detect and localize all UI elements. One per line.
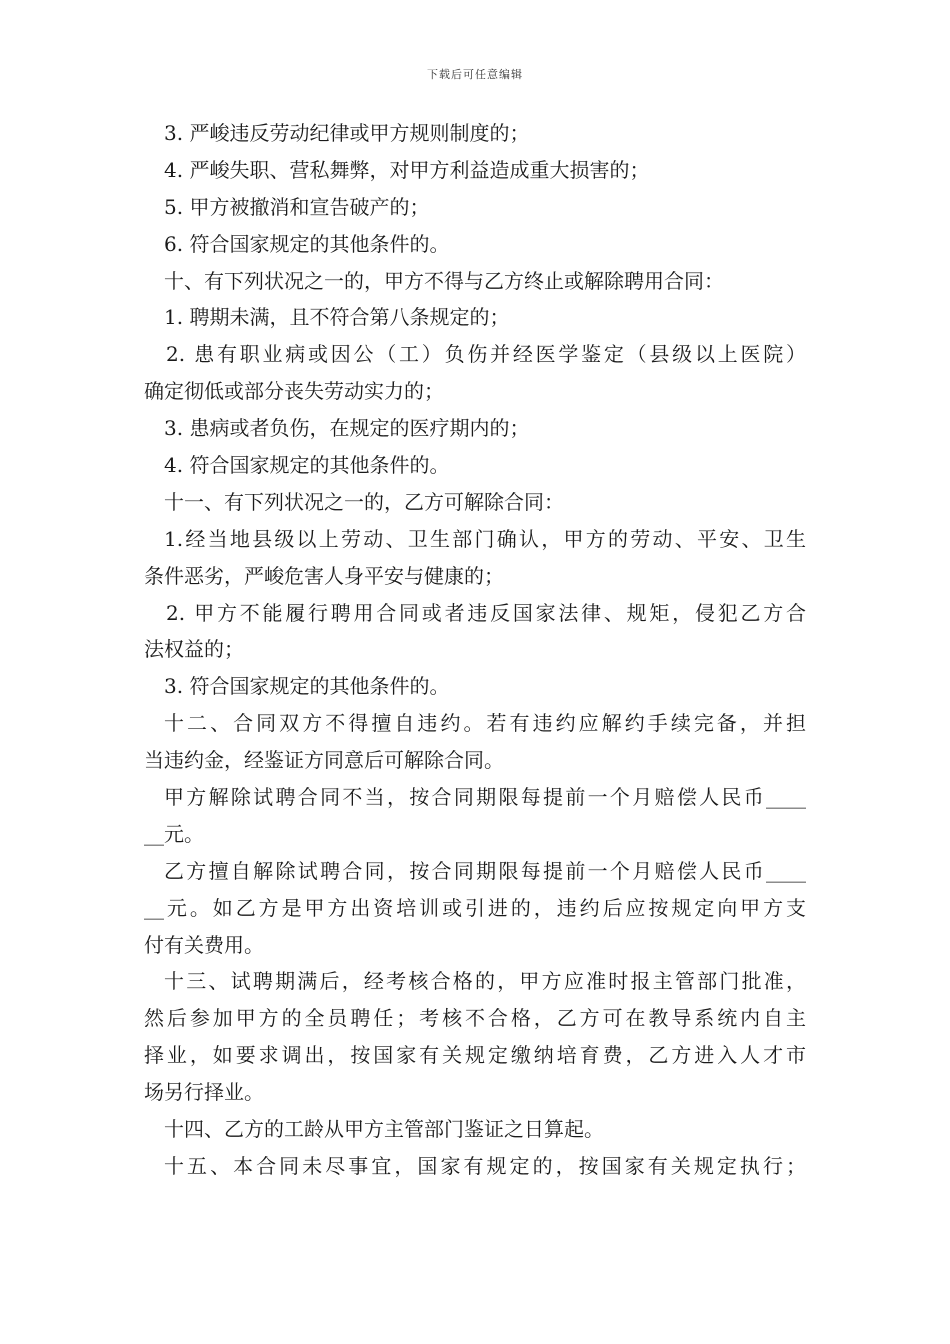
paragraph-line: 条件恶劣，严峻危害人身平安与健康的； [144, 563, 504, 588]
paragraph-line: 十五、本合同未尽事宜，国家有规定的，按国家有关规定执行； [164, 1153, 806, 1178]
paragraph-line: 然后参加甲方的全员聘任；考核不合格，乙方可在教导系统内自主 [144, 1006, 806, 1031]
paragraph-line: 3. 严峻违反劳动纪律或甲方规则制度的； [164, 121, 530, 145]
paragraph-line: 法权益的； [144, 637, 244, 662]
paragraph-line: 1. 聘期未满，且不符合第八条规定的； [164, 305, 510, 330]
paragraph-line: 甲方解除试聘合同不当，按合同期限每提前一个月赔偿人民币____ [164, 785, 806, 810]
paragraph-line: 6. 符合国家规定的其他条件的。 [164, 231, 450, 256]
paragraph-line: 1.经当地县级以上劳动、卫生部门确认，甲方的劳动、平安、卫生 [164, 526, 806, 551]
paragraph-line: 5. 甲方被撤消和宣告破产的； [164, 194, 430, 219]
paragraph-line: 十四、乙方的工龄从甲方主管部门鉴证之日算起。 [164, 1117, 604, 1142]
document-body [144, 115, 806, 1185]
paragraph-line: 十、有下列状况之一的，甲方不得与乙方终止或解除聘用合同： [164, 268, 724, 293]
paragraph-line: 择业，如要求调出，按国家有关规定缴纳培育费，乙方进入人才市 [144, 1043, 806, 1068]
paragraph-line: 十三、试聘期满后，经考核合格的，甲方应准时报主管部门批准， [164, 969, 806, 994]
paragraph-line: 4. 符合国家规定的其他条件的。 [164, 453, 450, 478]
paragraph-line: 场另行择业。 [144, 1080, 264, 1105]
paragraph-line: 3. 患病或者负伤，在规定的医疗期内的； [164, 416, 530, 441]
paragraph-line: 十二、合同双方不得擅自违约。若有违约应解约手续完备，并担 [164, 711, 806, 736]
paragraph-line: 2. 患有职业病或因公（工）负伤并经医学鉴定（县级以上医院） [166, 342, 806, 367]
paragraph-line: 3. 符合国家规定的其他条件的。 [164, 674, 450, 699]
header-note: 下载后可任意编辑 [427, 68, 523, 81]
paragraph-line: 2. 甲方不能履行聘用合同或者违反国家法律、规矩，侵犯乙方合 [166, 600, 806, 625]
paragraph-line: 当违约金，经鉴证方同意后可解除合同。 [144, 748, 504, 773]
paragraph-line: __元。 [144, 821, 204, 846]
paragraph-line: 十一、有下列状况之一的，乙方可解除合同： [164, 489, 564, 514]
paragraph-line: 乙方擅自解除试聘合同，按合同期限每提前一个月赔偿人民币____ [164, 858, 806, 883]
paragraph-line: 确定彻低或部分丧失劳动实力的； [144, 379, 444, 404]
paragraph-line: 付有关费用。 [144, 932, 264, 957]
paragraph-line: 4. 严峻失职、营私舞弊，对甲方利益造成重大损害的； [164, 157, 650, 182]
paragraph-line: __元。如乙方是甲方出资培训或引进的，违约后应按规定向甲方支 [144, 895, 806, 920]
